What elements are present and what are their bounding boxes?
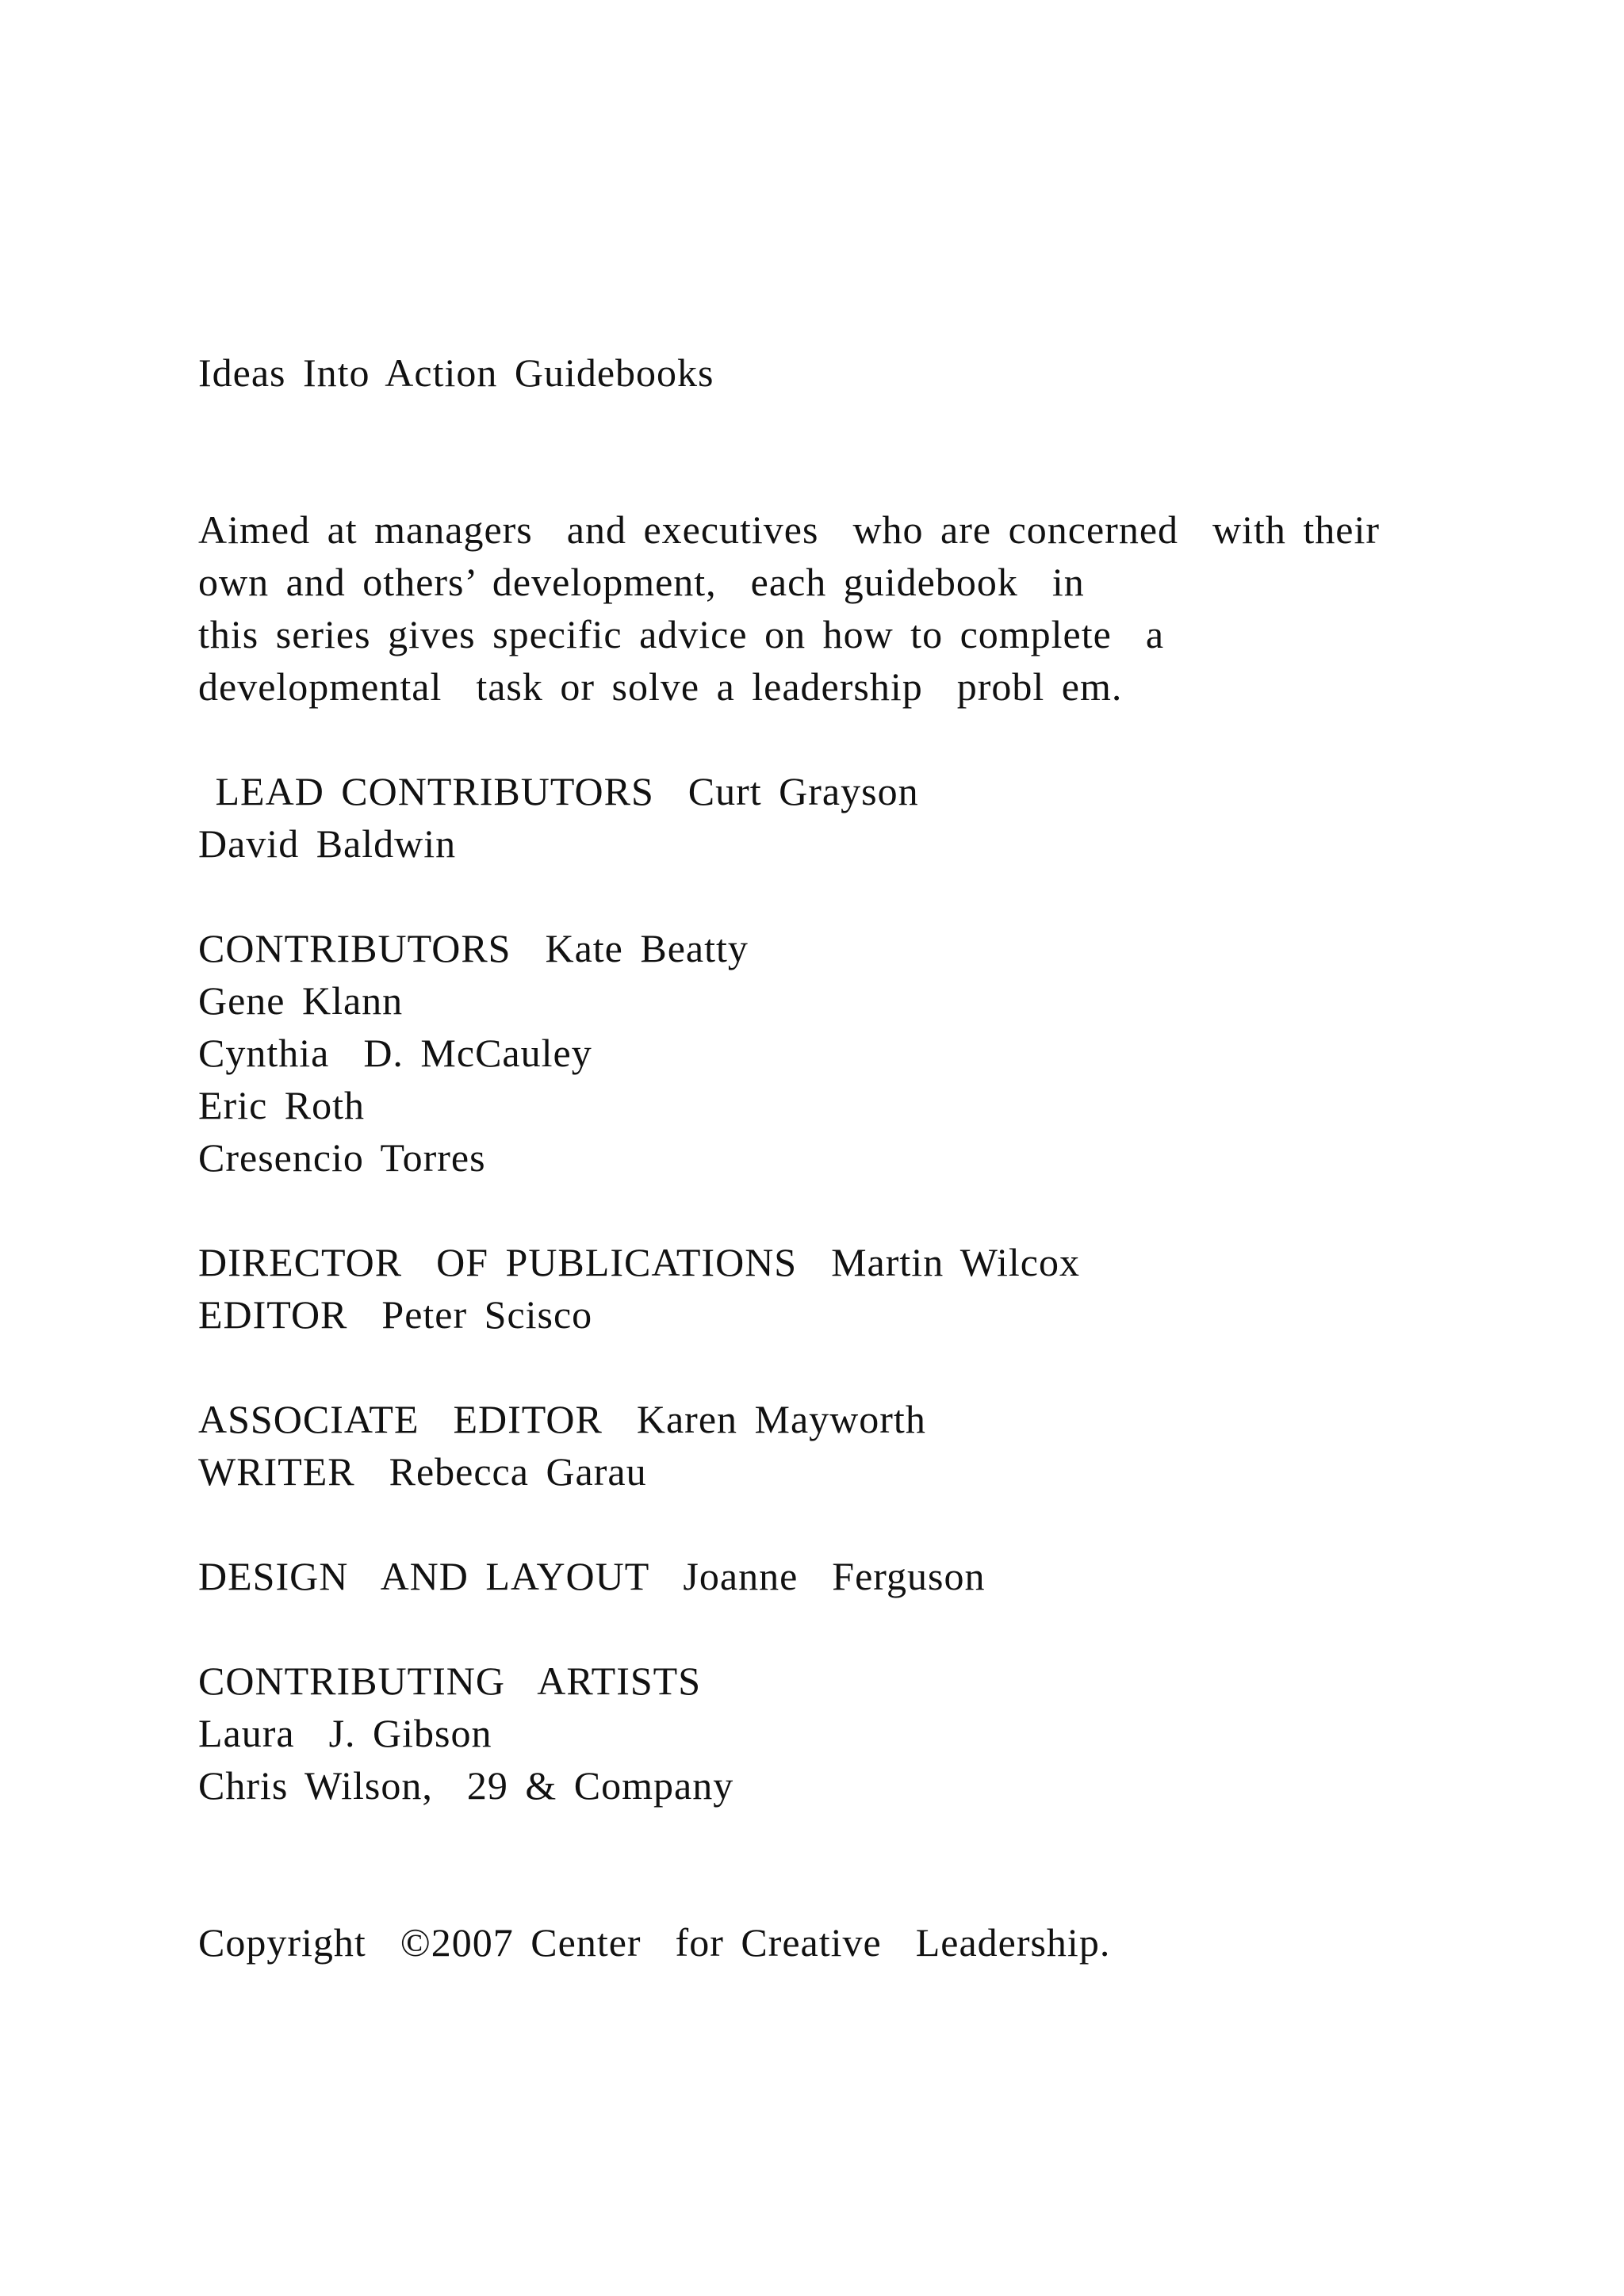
contributor-5: Cresencio Torres [198, 1135, 486, 1180]
contributor-4: Eric Roth [198, 1083, 366, 1127]
design-layout-line: DESIGN AND LAYOUT Joanne Ferguson [198, 1554, 986, 1598]
editor-line: EDITOR Peter Scisco [198, 1292, 593, 1337]
artist-1: Laura J. Gibson [198, 1711, 492, 1755]
copyright-line: Copyright ©2007 Center for Creative Leadership. [198, 1920, 1111, 1965]
description-line-4: developmental task or solve a leadership probl em. [198, 664, 1123, 709]
director-line: DIRECTOR OF PUBLICATIONS Martin Wilcox [198, 1240, 1080, 1284]
lead-contributors-line: LEAD CONTRIBUTORS Curt Grayson [198, 769, 919, 813]
contributor-2: Gene Klann [198, 978, 404, 1023]
artist-2: Chris Wilson, 29 & Company [198, 1763, 734, 1808]
description-line-3: this series gives specific advice on how to complete a [198, 612, 1165, 656]
description-line-1: Aimed at managers and executives who are concerned with their [198, 507, 1381, 552]
description-line-2: own and others’ development, each guidebook in [198, 560, 1085, 604]
contributors-line: CONTRIBUTORS Kate Beatty [198, 926, 749, 970]
associate-editor-line: ASSOCIATE EDITOR Karen Mayworth [198, 1397, 926, 1441]
contributing-artists-heading: CONTRIBUTING ARTISTS [198, 1659, 702, 1703]
series-title: Ideas Into Action Guidebooks [198, 350, 714, 395]
contributor-3: Cynthia D. McCauley [198, 1031, 592, 1075]
lead-contributor-2: David Baldwin [198, 821, 457, 866]
writer-line: WRITER Rebecca Garau [198, 1449, 647, 1494]
